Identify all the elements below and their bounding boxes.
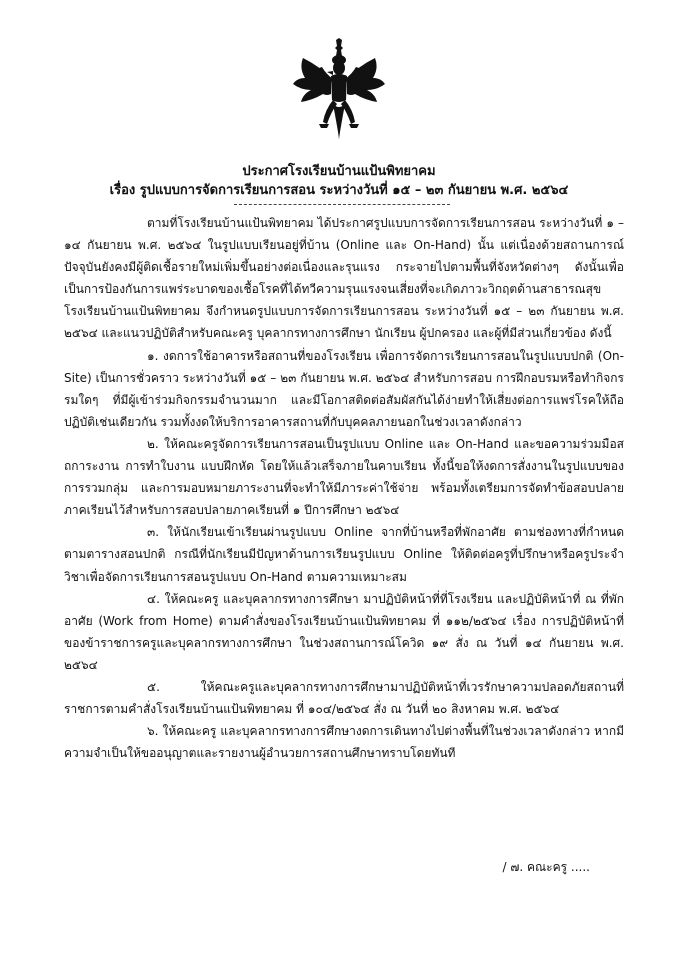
item-3-paragraph: ๓. ให้นักเรียนเข้าเรียนผ่านรูปแบบ Online จากที่บ้านหรือที่พักอาศัย ตามช่องทางที่กำหนดตามตารางสอนปกติ กรณีที่นักเรียนมีปัญหาด้านการเรียนรูปแบบ Online ให้ติดต่อครูที่ปรึกษาหรือครูประจำวิชาเพื่อจัดการเรียนการสอนรูปแบบ On-Hand ตามความเหมาะสม (64, 525, 624, 584)
announcement-subject: เรื่อง รูปแบบการจัดการเรียนการสอน ระหว่างวันที่ ๑๕ – ๒๓ กันยายน พ.ศ. ๒๕๖๔ (109, 183, 569, 198)
garuda-emblem-icon (289, 38, 389, 140)
title-divider (234, 204, 450, 205)
intro-paragraph: ตามที่โรงเรียนบ้านแป้นพิทยาคม ได้ประกาศรูปแบบการจัดการเรียนการสอน ระหว่างวันที่ ๑ – ๑๔ กันยายน พ.ศ. ๒๕๖๔ ในรูปแบบเรียนอยู่ที่บ้าน (Online และ On-Hand) นั้น แต่เนื่องด้วยสถานการณ์ปัจจุบันยังคงมีผู้ติดเชื้อรายใหม่เพิ่มขึ้นอย่างต่อเนื่องและรุนแรง กระจายไปตามพื้นที่จังหวัดต่างๆ ดังนั้นเพื่อเป็นการป้องกันการแพร่ระบาดของเชื้อโรคที่ได้ทวีความรุนแรงจนเสี่ยงที่จะเกิดภาวะวิกฤตด้านสาธารณสุข โรงเรียนบ้านแป้นพิทยาคม จึงกำหนดรูปแบบการจัดการเรียนการสอน ระหว่างวันที่ ๑๕ – ๒๓ กันยายน พ.ศ. ๒๕๖๔ และแนวปฏิบัติสำหรับคณะครู บุคลากรทางการศึกษา นักเรียน ผู้ปกครอง และผู้ที่มีส่วนเกี่ยวข้อง ดังนี้ (64, 216, 624, 341)
announcement-title: ประกาศโรงเรียนบ้านแป้นพิทยาคม (242, 164, 436, 179)
item-1-paragraph: ๑. งดการใช้อาคารหรือสถานที่ของโรงเรียน เพื่อการจัดการเรียนการสอนในรูปแบบปกติ (On-Site) เป็นการชั่วคราว ระหว่างวันที่ ๑๕ – ๒๓ กันยายน พ.ศ. ๒๕๖๔ สำหรับการสอบ การฝึกอบรมหรือทำกิจกรรมใดๆ ที่มีผู้เข้าร่วมกิจกรรมจำนวนมาก และมีโอกาสติดต่อสัมผัสกันได้ง่ายทำให้เสี่ยงต่อการแพร่โรคให้ถือปฏิบัติเช่นเดียวกัน รวมทั้งงดให้บริการอาคารสถานที่กับบุคคลภายนอกในช่วงเวลาดังกล่าว (64, 348, 624, 429)
item-2-paragraph: ๒. ให้คณะครูจัดการเรียนการสอนเป็นรูปแบบ Online และ On-Hand และขอความร่วมมือสถการะงาน การทำใบงาน แบบฝึกหัด โดยให้แล้วเสร็จภายในคาบเรียน ทั้งนี้ขอให้งดการสั่งงานในรูปแบบของการรวมกลุ่ม และการมอบหมายภาระงานที่จะทำให้มีภาระค่าใช้จ่าย พร้อมทั้งเตรียมการจัดทำข้อสอบปลายภาคเรียนไว้สำหรับการสอบปลายภาคเรียนที่ ๑ ปีการศึกษา ๒๕๖๔ (64, 436, 624, 518)
continuation-note: / ๗. คณะครู ..... (502, 860, 590, 874)
item-5-paragraph: ๕. ให้คณะครูและบุคลากรทางการศึกษามาปฏิบัติหน้าที่เวรรักษาความปลอดภัยสถานที่ราชการตามคำสั่งโรงเรียนบ้านแป้นพิทยาคม ที่ ๑๐๔/๒๕๖๔ สั่ง ณ วันที่ ๒๐ สิงหาคม พ.ศ. ๒๕๖๔ (64, 679, 624, 717)
item-4-paragraph: ๔. ให้คณะครู และบุคลากรทางการศึกษา มาปฏิบัติหน้าที่ที่โรงเรียน และปฏิบัติหน้าที่ ณ ที่พักอาศัย (Work from Home) ตามคำสั่งของโรงเรียนบ้านแป้นพิทยาคม ที่ ๑๑๒/๒๕๖๔ เรื่อง การปฏิบัติหน้าที่ของข้าราชการครูและบุคลากรทางการศึกษา ในช่วงสถานการณ์โควิด ๑๙ สั่ง ณ วันที่ ๑๔ กันยายน พ.ศ. ๒๕๖๔ (64, 591, 624, 672)
item-6-paragraph: ๖. ให้คณะครู และบุคลากรทางการศึกษางดการเดินทางไปต่างพื้นที่ในช่วงเวลาดังกล่าว หากมีความจำเป็นให้ขออนุญาตและรายงานผู้อำนวยการสถานศึกษาทราบโดยทันที (64, 724, 624, 761)
announcement-body (64, 212, 624, 764)
